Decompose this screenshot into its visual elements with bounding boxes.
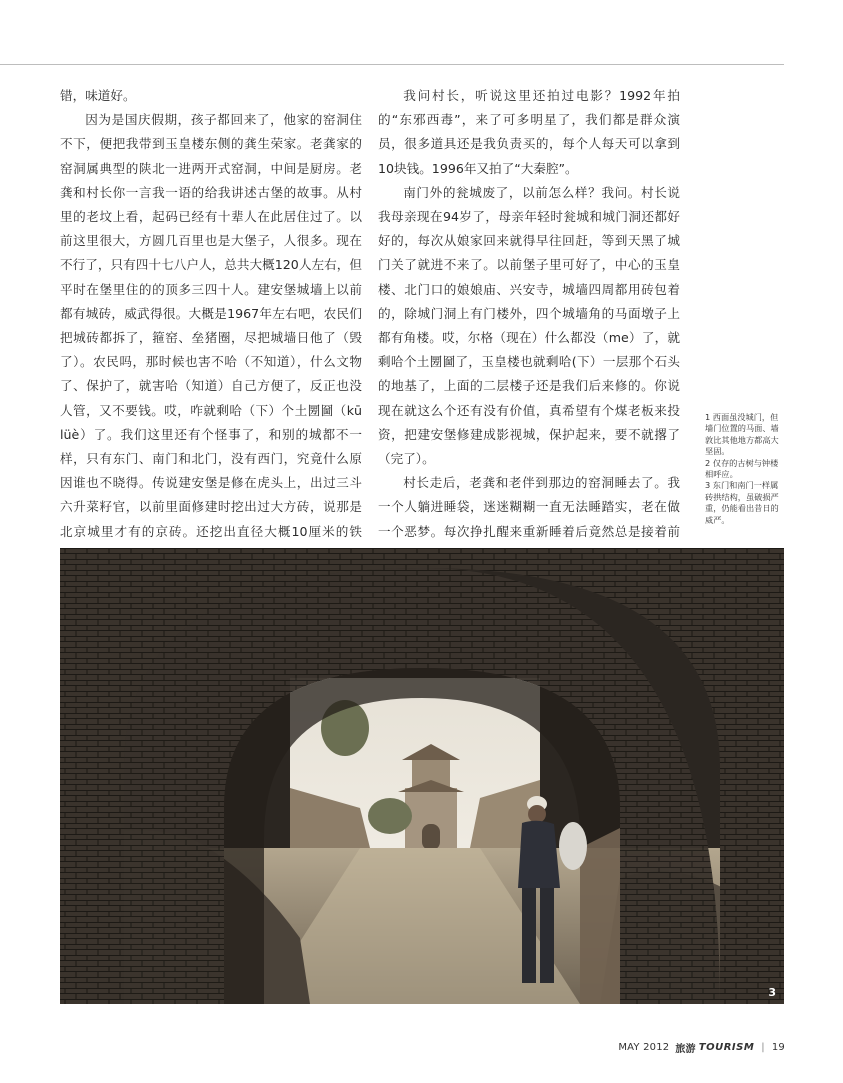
- article-paragraph: 南门外的瓮城废了，以前怎么样？我问。村长说我母亲现在94岁了，母亲年轻时瓮城和城门洞还都好好的，每次从娘家回来就得早往回赶，等到天黑了城门关了就进不来了。以前堡子里可好了，中心的玉皇楼、北门口的娘娘庙、兴安寺，城墙四周都用砖包着的，除城门洞上有门楼外，四个城墙角的马面墩子上都有角楼。哎，尔格（现在）什么都没（me）了，就剩哈个土圐圙了，玉皇楼也就剩哈(下）一层那个石头的地基了，上面的二层楼子还是我们后来修的。你说现在就这么个还有没有价值，真希望有个煤老板来投资，把建安堡修建成影视城，保护起来，要不就撂了（完了）。: [378, 184, 680, 467]
- magazine-logo-en: TOURISM: [698, 1042, 755, 1053]
- article-paragraph: 我问村长，听说这里还拍过电影？1992年拍的“东邪西毒”，来了可多明星了，我们都是群众演员，很多道具还是我负责买的，每个人每天可以拿到10块钱。1996年又拍了“大秦腔”。: [378, 88, 680, 176]
- arch-photo-illustration: [60, 548, 784, 1004]
- photo-captions: [705, 412, 785, 526]
- page-number: 19: [771, 1042, 785, 1053]
- magazine-logo-cn: 旅游: [675, 1044, 696, 1055]
- article-paragraph: 因为是国庆假期，孩子都回来了，他家的窑洞住不下，便把我带到玉皇楼东侧的龚生荣家。老龚家的窑洞属典型的陕北一进两开式窑洞，中间是厨房。老龚和村长你一言我一语的给我讲述古堡的故事。从村里的老坟上看，起码已经有十辈人在此居住过了。以前这里很大，方圆几百里也是大堡子，人很多。现在不行了，只有四十七八户人，总共大概120人左右，但平时在堡里住的的顶多三四十人。建安堡城墙上以前都有城砖，威武得很。大概是1967年左右吧，农民们把城砖都拆了，箍窑、垒猪圈，尽把城墙日他了（毁了）。农民吗，那时候也害不哈（不知道），什么文物了、保护了，就害哈（知道）自己方便了，反正也没人管，又不要钱。哎，咋就剩哈（下）个土圐圙（kū lüè）了。我们这里还有个怪事了，和别的城都不一样，只有东门、南门和北门，没有西门，究竟什么原因谁也不晓得。传说建安堡是修在虎头上，出过三斗六升菜籽官，以前里面修建时挖出过大方砖，说那是北京城里才有的京砖。还挖出直径大概10厘米的铁: [60, 112, 362, 539]
- header-rule: [0, 64, 784, 65]
- caption-1: 1 西面虽没城门，但墙门位置的马面、墙敦比其他地方都高大坚固。: [705, 412, 779, 457]
- article-paragraph: 错，味道好。: [60, 88, 136, 103]
- article-column-right: [378, 84, 680, 568]
- article-column-left: [60, 84, 362, 568]
- article-paragraph: 村长走后，老龚和老伴到那边的窑洞睡去了。我一个人躺进睡袋，迷迷糊糊一直无法睡踏实，老在做一个恶梦。每次挣扎醒来重新睡着后竟然总是接着前: [378, 475, 680, 539]
- footer-separator: |: [761, 1042, 765, 1053]
- page-footer: [618, 1040, 785, 1055]
- distant-tower: [398, 744, 464, 850]
- caption-3: 3 东门和南门一样属砖拱结构，虽破损严重，仍能看出昔日的威严。: [705, 480, 779, 525]
- photo-number: 3: [768, 986, 776, 999]
- caption-2: 2 仅存的古树与钟楼相呼应。: [705, 457, 779, 480]
- gate-arch-photo: [60, 548, 784, 1004]
- issue-date: MAY 2012: [618, 1042, 670, 1053]
